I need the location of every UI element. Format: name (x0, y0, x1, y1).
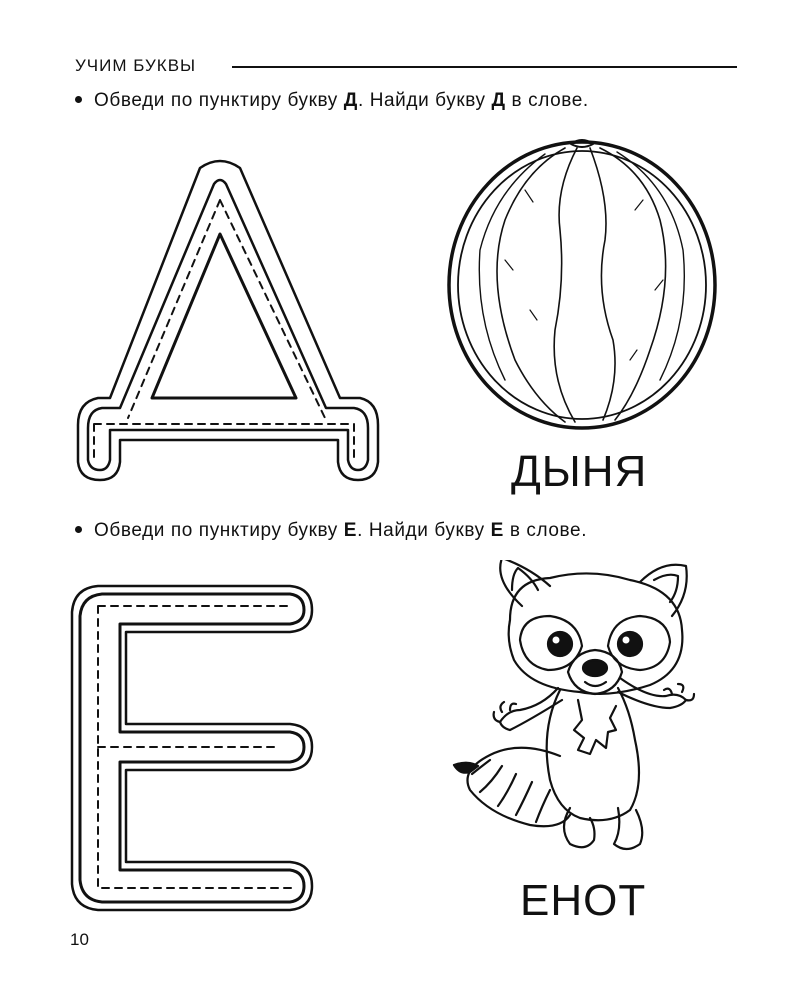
highlighted-letter: Е (490, 520, 504, 541)
letter-de-tracing-outline (70, 150, 390, 490)
section-title: УЧИМ БУКВЫ (75, 56, 197, 75)
page-number: 10 (70, 930, 89, 949)
melon-icon (445, 130, 725, 430)
bullet-icon (75, 96, 82, 103)
raccoon-icon (450, 560, 720, 860)
bullet-icon (75, 526, 82, 533)
highlighted-letter: Е (343, 520, 358, 541)
task-instruction-2: Обведи по пунктиру букву Е. Найди букву Е в слове. (75, 520, 587, 542)
letter-ye-tracing-outline (68, 582, 328, 922)
word-melon: ДЫНЯ (511, 447, 648, 496)
highlighted-letter: Д (491, 90, 506, 111)
task-instruction-1: Обведи по пунктиру букву Д. Найди букву Д в слове. (75, 90, 589, 112)
header-divider (232, 66, 737, 68)
highlighted-letter: Д (343, 90, 358, 111)
word-raccoon: ЕНОТ (520, 876, 647, 925)
